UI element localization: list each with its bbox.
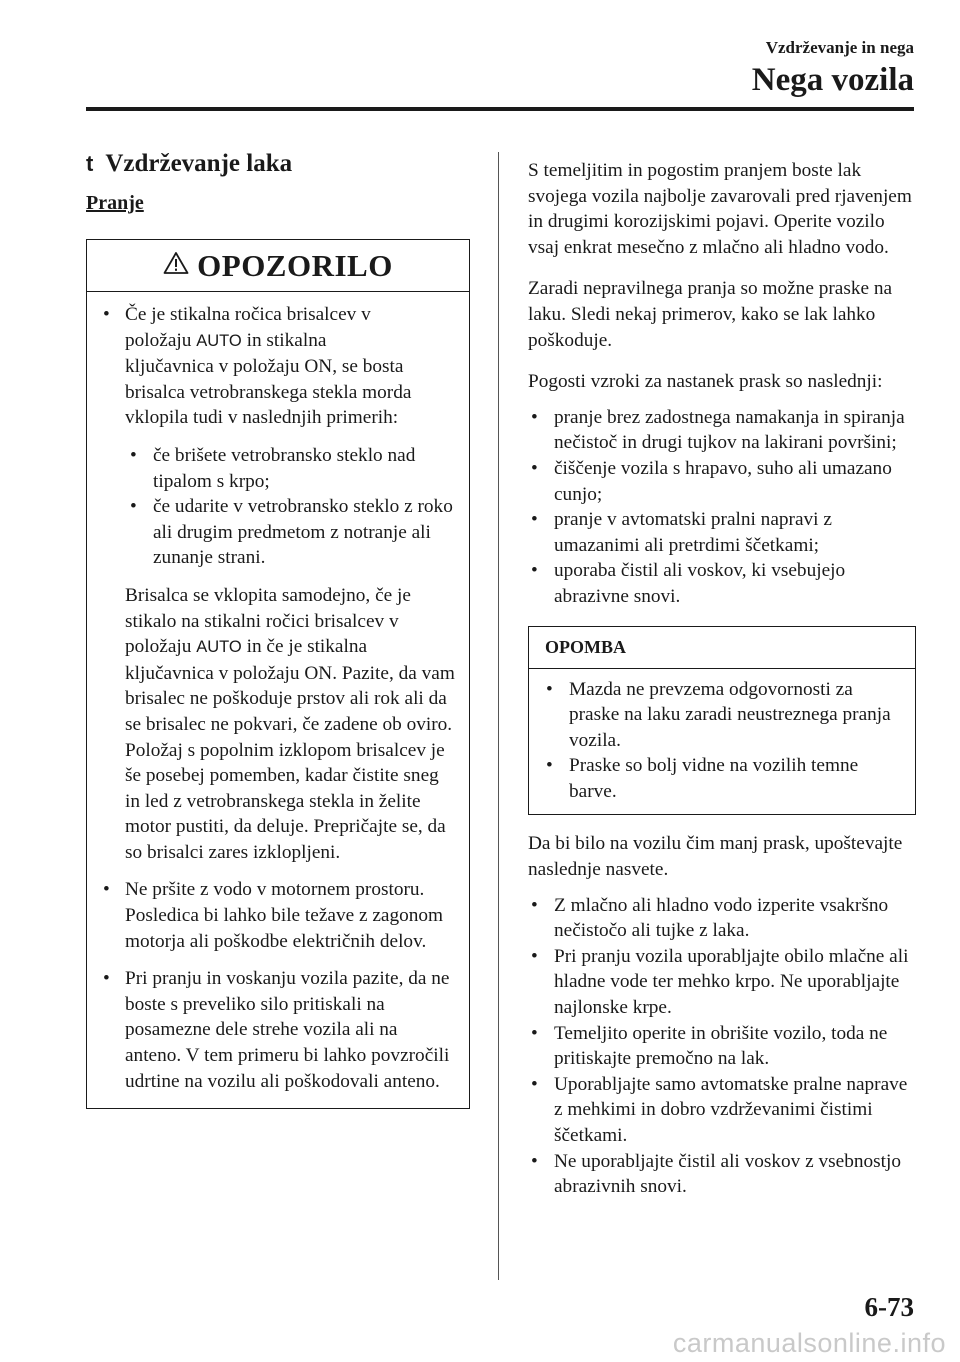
warning-heading: OPOZORILO: [197, 247, 393, 283]
left-column: [86, 150, 470, 1109]
warning-header: [87, 240, 469, 292]
bullet-icon: •: [531, 1073, 538, 1095]
warning-paragraph: [125, 583, 455, 866]
paragraph-tips: Da bi bilo na vozilu čim manj prask, upoštevajte naslednje nasvete.: [528, 833, 903, 881]
list-item-text: Uporabljajte samo avtomatske pralne naprave z mehkimi in dobro vzdrževanimi čistimi ščetkami.: [554, 1073, 908, 1146]
right-column: [528, 158, 916, 1200]
warning-item-line: [125, 328, 455, 355]
warning-box: [86, 239, 470, 1109]
causes-list: [528, 405, 916, 610]
text-fragment: in če je stikalna ključavnica v položaju ON. Pazite, da vam brisalec ne poškoduje prstov ali rok ali da se brisalec ne pokvari, če zadene ob oviro.: [125, 636, 455, 735]
list-item: [528, 456, 916, 507]
bullet-icon: •: [531, 1022, 538, 1044]
list-item-text: pranje brez zadostnega namakanja in spiranja nečistoč in drugi tujkov na lakirani površini;: [554, 406, 905, 454]
list-item: [528, 1021, 916, 1072]
bullet-icon: •: [103, 304, 110, 325]
note-item-text: Mazda ne prevzema odgovornosti za praske na laku zaradi neustreznega pranja vozila.: [569, 678, 891, 751]
bullet-icon: •: [531, 457, 538, 479]
bullet-icon: •: [130, 444, 137, 466]
sub-list-item: [125, 494, 455, 571]
list-item-text: pranje v avtomatski pralni napravi z umazanimi ali pretrdimi ščetkami;: [554, 509, 832, 556]
section-marker: t: [86, 151, 94, 176]
warning-paragraph-2: Položaj s popolnim izklopom brisalcev je še posebej pomemben, kadar čistite sneg in led z vetrobranskega stekla in želite motor pustiti, da deluje. Prepričajte se, da so brisalci zares izklopljeni.: [125, 739, 446, 863]
list-item: [528, 405, 916, 456]
subheading-pranje: Pranje: [86, 192, 144, 214]
text-fragment: Brisalca se vklopita samodejno, če je stikalo na stikalni ročici brisalcev v položaju: [125, 584, 411, 658]
warning-item-text: Ne pršite z vodo v motornem prostoru. Posledica bi lahko bile težave z zagonom motorja ali poškodbe električnih delov.: [125, 879, 444, 952]
list-item-text: uporaba čistil ali voskov, ki vsebujejo abrazivne snovi.: [554, 560, 846, 607]
note-box: [528, 626, 916, 816]
sub-item-text: če brišete vetrobransko steklo nad tipalom s krpo;: [153, 444, 416, 492]
list-item: [528, 1149, 916, 1200]
warning-item-roof: [101, 966, 455, 1094]
list-item-text: Temeljito operite in obrišite vozilo, toda ne pritiskajte premočno na lak.: [554, 1022, 888, 1070]
list-item: [528, 893, 916, 944]
page-number: 6-73: [864, 1292, 914, 1322]
warning-item-engine: [101, 877, 455, 954]
bullet-icon: •: [531, 509, 538, 531]
column-divider: [498, 152, 499, 1280]
sub-list-item: [125, 443, 455, 494]
warning-item-wipers: [101, 302, 455, 865]
list-item-text: Z mlačno ali hladno vodo izperite vsakršno nečistočo ali tujke z laka.: [554, 894, 889, 942]
note-item: [543, 677, 903, 754]
list-item-text: Pri pranju vozila uporabljajte obilo mlačne ali hladne vode ter mehko krpo. Ne uporabljajte najlonske krpe.: [554, 945, 909, 1019]
warning-item-text: ključavnica v položaju ON, se bosta brisalca vetrobranskega stekla morda vklopila tudi v naslednjih primerih:: [125, 356, 412, 429]
section-title-text: Vzdrževanje laka: [105, 150, 293, 177]
tips-list: [528, 893, 916, 1200]
warning-item-text: Pri pranju in voskanju vozila pazite, da ne boste s preveliko silo pritiskali na posamezne dele strehe vozila ali na anteno. V tem primeru bi lahko povzročili udrtine na vozilu ali poškodovali anteno.: [125, 968, 450, 1092]
list-item: [528, 507, 916, 558]
watermark: carmanualsonline.info: [672, 1328, 946, 1358]
bullet-icon: •: [531, 945, 538, 967]
paragraph-causes: Pogosti vzroki za nastanek prask so naslednji:: [528, 371, 883, 393]
bullet-icon: •: [103, 879, 110, 901]
list-item: [528, 1072, 916, 1149]
auto-label: AUTO: [196, 331, 242, 350]
bullet-icon: •: [531, 406, 538, 428]
list-item-text: Ne uporabljajte čistil ali voskov z vsebnostjo abrazivnih snovi.: [554, 1150, 901, 1198]
warning-body: [87, 292, 469, 1108]
text-fragment: položaju: [125, 329, 192, 351]
warning-item-line: Če je stikalna ročica brisalcev v: [125, 304, 371, 325]
paragraph-scratches: Zaradi nepravilnega pranja so možne praske na laku. Sledi nekaj primerov, kako se lak lahko poškoduje.: [528, 278, 893, 351]
section-title: [86, 150, 470, 178]
note-item: [543, 753, 903, 804]
header-section: Vzdrževanje in nega: [765, 38, 914, 57]
bullet-icon: •: [130, 496, 137, 518]
auto-label: AUTO: [196, 638, 242, 657]
list-item: [528, 558, 916, 609]
sub-list: [125, 443, 455, 571]
note-item-text: Praske so bolj vidne na vozilih temne barve.: [569, 755, 859, 802]
bullet-icon: •: [531, 1150, 538, 1172]
header-title: Nega vozila: [751, 62, 914, 98]
warning-triangle-icon: [163, 251, 189, 280]
paragraph-intro: S temeljitim in pogostim pranjem boste lak svojega vozila najbolje zavarovali pred rjavenjem in drugimi korozijskimi pojavi. Operite vozilo vsaj enkrat mesečno z mlačno ali hladno vodo.: [528, 160, 912, 258]
bullet-icon: •: [546, 678, 553, 700]
bullet-icon: •: [531, 894, 538, 916]
sub-item-text: če udarite v vetrobransko steklo z roko ali drugim predmetom z notranje ali zunanje strani.: [153, 496, 453, 569]
header-rule: [86, 107, 914, 111]
list-item: [528, 944, 916, 1021]
bullet-icon: •: [103, 968, 110, 990]
note-body: [529, 669, 915, 815]
bullet-icon: •: [531, 560, 538, 582]
list-item-text: čiščenje vozila s hrapavo, suho ali umazano cunjo;: [554, 457, 892, 505]
bullet-icon: •: [546, 755, 553, 777]
text-fragment: in stikalna: [241, 329, 327, 351]
note-heading: OPOMBA: [529, 627, 915, 669]
